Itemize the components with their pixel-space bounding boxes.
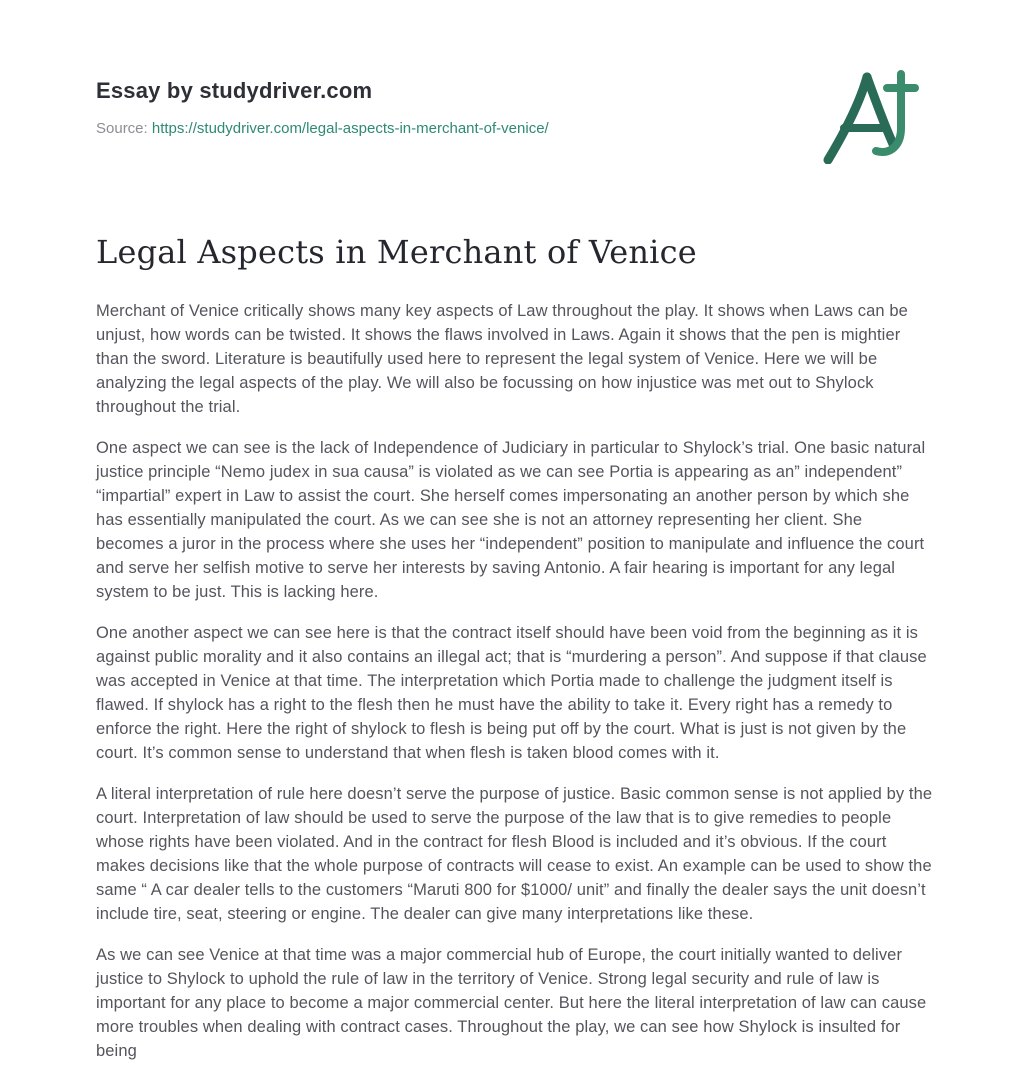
- article-body: [96, 299, 934, 1063]
- article-paragraph: One another aspect we can see here is that the contract itself should have been void from the beginning as it is against public morality and it also contains an illegal act; that is “murdering a person”. And suppose if that clause was accepted in Venice at that time. The interpretation which Portia made to challenge the judgment itself is flawed. If shylock has a right to the flesh then he must have the ability to take it. Every right has a remedy to enforce the right. Here the right of shylock to flesh is being put off by the court. What is just is not given by the court. It’s common sense to understand that when flesh is taken blood comes with it.: [96, 624, 927, 762]
- source-line: [96, 120, 934, 137]
- document-header: [96, 78, 934, 137]
- article-paragraph: One aspect we can see is the lack of Independence of Judiciary in particular to Shylock’s trial. One basic natural justice principle “Nemo judex in sua causa” is violated as we can see Portia is appearing as an” independent” “impartial” expert in Law to assist the court. She herself comes impersonating an another person by which she has essentially manipulated the court. As we can see she is not an attorney representing her client. She becomes a juror in the process where she uses her “independent” position to manipulate and influence the court and serve her selfish motive to serve her interests by saving Antonio. A fair hearing is important for any legal system to be just. This is lacking here.: [96, 439, 926, 601]
- article-title: Legal Aspects in Merchant of Venice: [96, 233, 697, 271]
- studydriver-logo-icon: [820, 68, 920, 164]
- essay-byline: Essay by studydriver.com: [96, 78, 373, 103]
- studydriver-logo: [820, 68, 920, 164]
- article-paragraph: As we can see Venice at that time was a major commercial hub of Europe, the court initially wanted to deliver justice to Shylock to uphold the rule of law in the territory of Venice. Strong legal security and rule of law is important for any place to become a major commercial center. But here the literal interpretation of law can cause more troubles when dealing with contract cases. Throughout the play, we can see how Shylock is insulted for being: [96, 946, 927, 1060]
- article-paragraph: A literal interpretation of rule here doesn’t serve the purpose of justice. Basic common sense is not applied by the court. Interpretation of law should be used to serve the purpose of the law that is to give remedies to people whose rights have been violated. And in the contract for flesh Blood is included and it’s obvious. If the court makes decisions like that the whole purpose of contracts will cease to exist. An example can be used to show the same “ A car dealer tells to the customers “Maruti 800 for $1000/ unit” and finally the dealer says the unit doesn’t include tire, seat, steering or engine. The dealer can give many interpretations like these.: [96, 785, 933, 923]
- source-label: Source:: [96, 120, 148, 137]
- source-link[interactable]: https://studydriver.com/legal-aspects-in-merchant-of-venice/: [151, 120, 549, 137]
- article-paragraph: Merchant of Venice critically shows many key aspects of Law throughout the play. It shows when Laws can be unjust, how words can be twisted. It shows the flaws involved in Laws. Again it shows that the pen is mightier than the sword. Literature is beautifully used here to represent the legal system of Venice. Here we will be analyzing the legal aspects of the play. We will also be focussing on how injustice was met out to Shylock throughout the trial.: [96, 302, 908, 416]
- logo-a-icon: [828, 77, 893, 160]
